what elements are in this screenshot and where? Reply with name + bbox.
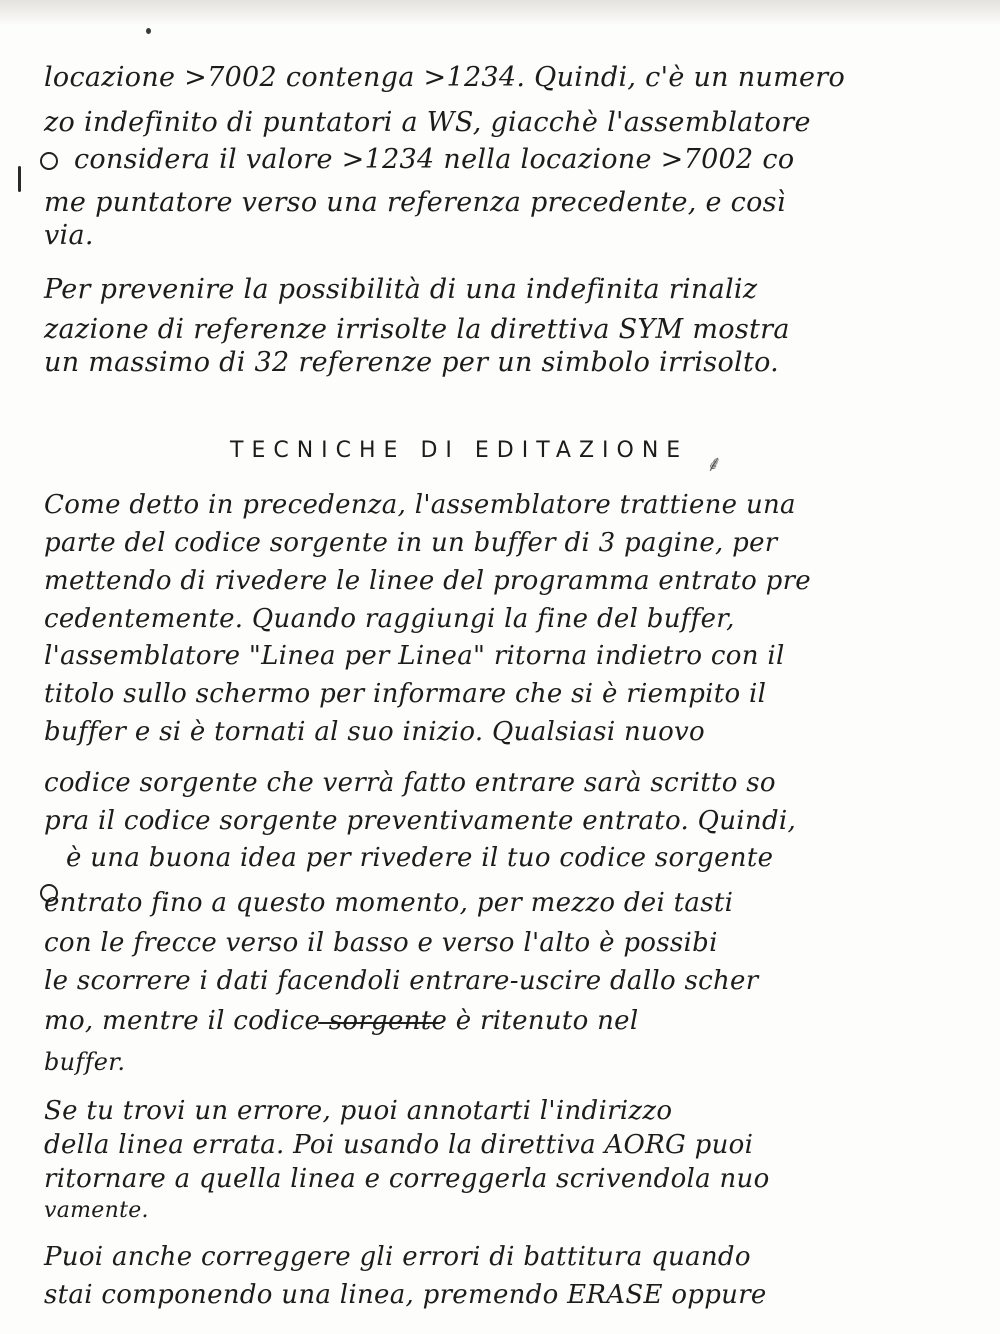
handwritten-line: titolo sullo schermo per informare che si è riempito il (44, 679, 767, 709)
handwritten-line: zo indefinito di puntatori a WS, giacchè l'assemblatore (44, 107, 811, 138)
handwritten-line: con le frecce verso il basso e verso l'alto è possibi (44, 928, 718, 958)
handwritten-line: zazione di referenze irrisolte la direttiva SYM mostra (44, 314, 790, 345)
handwritten-line: entrato fino a questo momento, per mezzo dei tasti (44, 888, 734, 918)
handwritten-line: buffer. (44, 1048, 126, 1076)
handwritten-line: codice sorgente che verrà fatto entrare sarà scritto so (44, 768, 776, 798)
handwritten-line: considera il valore >1234 nella locazione >7002 co (74, 144, 795, 175)
handwritten-line: Se tu trovi un errore, puoi annotarti l'indirizzo (44, 1096, 673, 1126)
handwritten-line: locazione >7002 contenga >1234. Quindi, c'è un numero (44, 62, 846, 93)
handwritten-line: me puntatore verso una referenza precedente, e così (44, 187, 786, 218)
scan-top-smudge (0, 0, 1000, 26)
handwritten-line: parte del codice sorgente in un buffer di 3 pagine, per (44, 528, 778, 558)
handwritten-line: vamente. (44, 1198, 149, 1223)
handwritten-line: un massimo di 32 referenze per un simbolo irrisolto. (44, 347, 780, 378)
handwritten-line: è una buona idea per rivedere il tuo codice sorgente (66, 843, 774, 873)
handwritten-line: pra il codice sorgente preventivamente entrato. Quindi, (44, 806, 797, 836)
ink-scribble: ⸙ (706, 452, 723, 477)
handwritten-line: Puoi anche correggere gli errori di battitura quando (44, 1242, 751, 1272)
handwritten-line: stai componendo una linea, premendo ERASE oppure (44, 1280, 767, 1310)
handwritten-line: della linea errata. Poi usando la direttiva AORG puoi (44, 1130, 754, 1160)
handwritten-line: buffer e si è tornati al suo inizio. Qualsiasi nuovo (44, 717, 705, 747)
circled-accent-mark (40, 152, 58, 170)
section-heading: TECNICHE DI EDITAZIONE (230, 438, 689, 463)
handwritten-line: mettendo di rivedere le linee del programma entrato pre (44, 566, 811, 596)
handwritten-line: Per prevenire la possibilità di una indefinita rinaliz (44, 274, 758, 305)
ink-speck (146, 28, 151, 34)
handwritten-line: ritornare a quella linea e correggerla scrivendola nuo (44, 1164, 770, 1194)
handwritten-line: cedentemente. Quando raggiungi la fine del buffer, (44, 604, 735, 634)
handwritten-line: via. (44, 220, 94, 251)
handwritten-line: l'assemblatore "Linea per Linea" ritorna indietro con il (44, 641, 785, 671)
handwritten-line: le scorrere i dati facendoli entrare-uscire dallo scher (44, 966, 759, 996)
handwritten-line: Come detto in precedenza, l'assemblatore trattiene una (44, 490, 796, 520)
handwritten-line: mo, mentre il codice sorgente è ritenuto nel (44, 1006, 639, 1036)
margin-mark (18, 166, 21, 192)
